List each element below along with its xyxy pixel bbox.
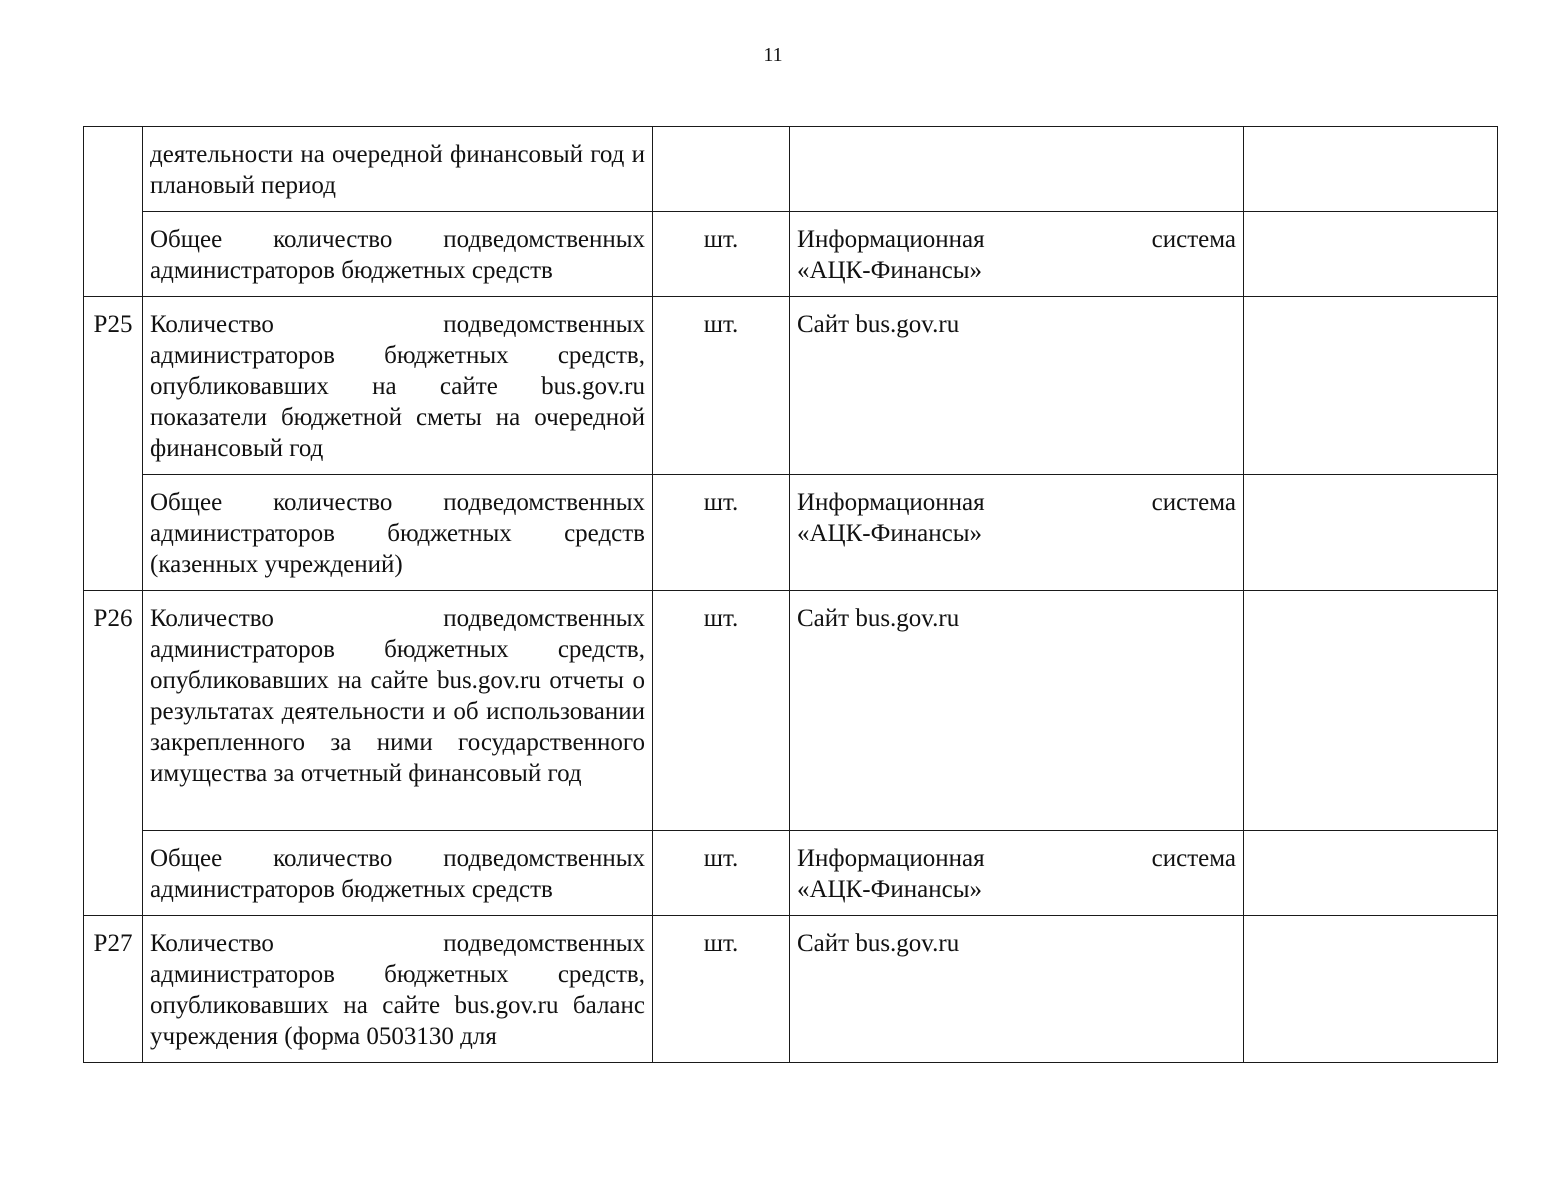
source-word: Информационная <box>797 845 985 872</box>
indicator-note <box>1244 212 1498 297</box>
indicators-table <box>83 126 1498 1063</box>
indicator-description: Общее количество подведомственных администраторов бюджетных средств <box>143 831 653 916</box>
indicator-source <box>790 212 1244 297</box>
indicator-unit <box>653 127 790 212</box>
indicator-code-cell <box>84 916 143 1063</box>
indicator-note <box>1244 475 1498 591</box>
source-word: Информационная <box>797 226 985 253</box>
indicator-source <box>790 127 1244 212</box>
indicator-unit: шт. <box>653 591 790 831</box>
source-word: Информационная <box>797 489 985 516</box>
indicator-source: Сайт bus.gov.ru <box>790 916 1244 1063</box>
indicator-description: Общее количество подведомственных администраторов бюджетных средств (казенных учреждений) <box>143 475 653 591</box>
indicator-code-cell <box>84 127 143 297</box>
indicator-unit: шт. <box>653 916 790 1063</box>
indicator-source <box>790 831 1244 916</box>
source-word: система <box>1151 845 1236 872</box>
indicator-unit: шт. <box>653 212 790 297</box>
source-line <box>797 843 1236 874</box>
indicator-code-cell <box>84 297 143 591</box>
indicator-note <box>1244 916 1498 1063</box>
indicator-code: Р26 <box>93 605 133 632</box>
table-row <box>84 127 1498 212</box>
source-system-name: «АЦК-Финансы» <box>797 876 982 903</box>
indicator-source: Сайт bus.gov.ru <box>790 297 1244 475</box>
source-system-name: «АЦК-Финансы» <box>797 257 982 284</box>
indicator-description: деятельности на очередной финансовый год и плановый период <box>143 127 653 212</box>
indicator-source <box>790 475 1244 591</box>
indicator-code: Р27 <box>93 930 133 957</box>
indicator-note <box>1244 831 1498 916</box>
table-row <box>84 475 1498 591</box>
indicator-description: Общее количество подведомственных администраторов бюджетных средств <box>143 212 653 297</box>
indicator-source: Сайт bus.gov.ru <box>790 591 1244 831</box>
source-line <box>797 487 1236 518</box>
indicator-code: Р25 <box>93 311 133 338</box>
indicator-code-cell <box>84 591 143 916</box>
indicator-description: Количество подведомственных администраторов бюджетных средств, опубликовавших на сайте bus.gov.ru баланс учреждения (форма 0503130 для <box>143 916 653 1063</box>
indicator-note <box>1244 127 1498 212</box>
indicator-unit: шт. <box>653 297 790 475</box>
source-word: система <box>1151 489 1236 516</box>
indicator-description: Количество подведомственных администраторов бюджетных средств, опубликовавших на сайте bus.gov.ru показатели бюджетной сметы на очередной финансовый год <box>143 297 653 475</box>
table-row <box>84 916 1498 1063</box>
indicator-note <box>1244 591 1498 831</box>
page-number: 11 <box>763 44 783 66</box>
source-word: система <box>1151 226 1236 253</box>
table-row <box>84 591 1498 831</box>
indicator-description: Количество подведомственных администраторов бюджетных средств, опубликовавших на сайте bus.gov.ru отчеты о результатах деятельности и об использовании закрепленного за ними государственного имущества за отчетный финансовый год <box>143 591 653 831</box>
source-line <box>797 224 1236 255</box>
indicator-note <box>1244 297 1498 475</box>
indicator-unit: шт. <box>653 475 790 591</box>
indicator-unit: шт. <box>653 831 790 916</box>
table-row <box>84 297 1498 475</box>
table-row <box>84 831 1498 916</box>
source-system-name: «АЦК-Финансы» <box>797 520 982 547</box>
table-row <box>84 212 1498 297</box>
